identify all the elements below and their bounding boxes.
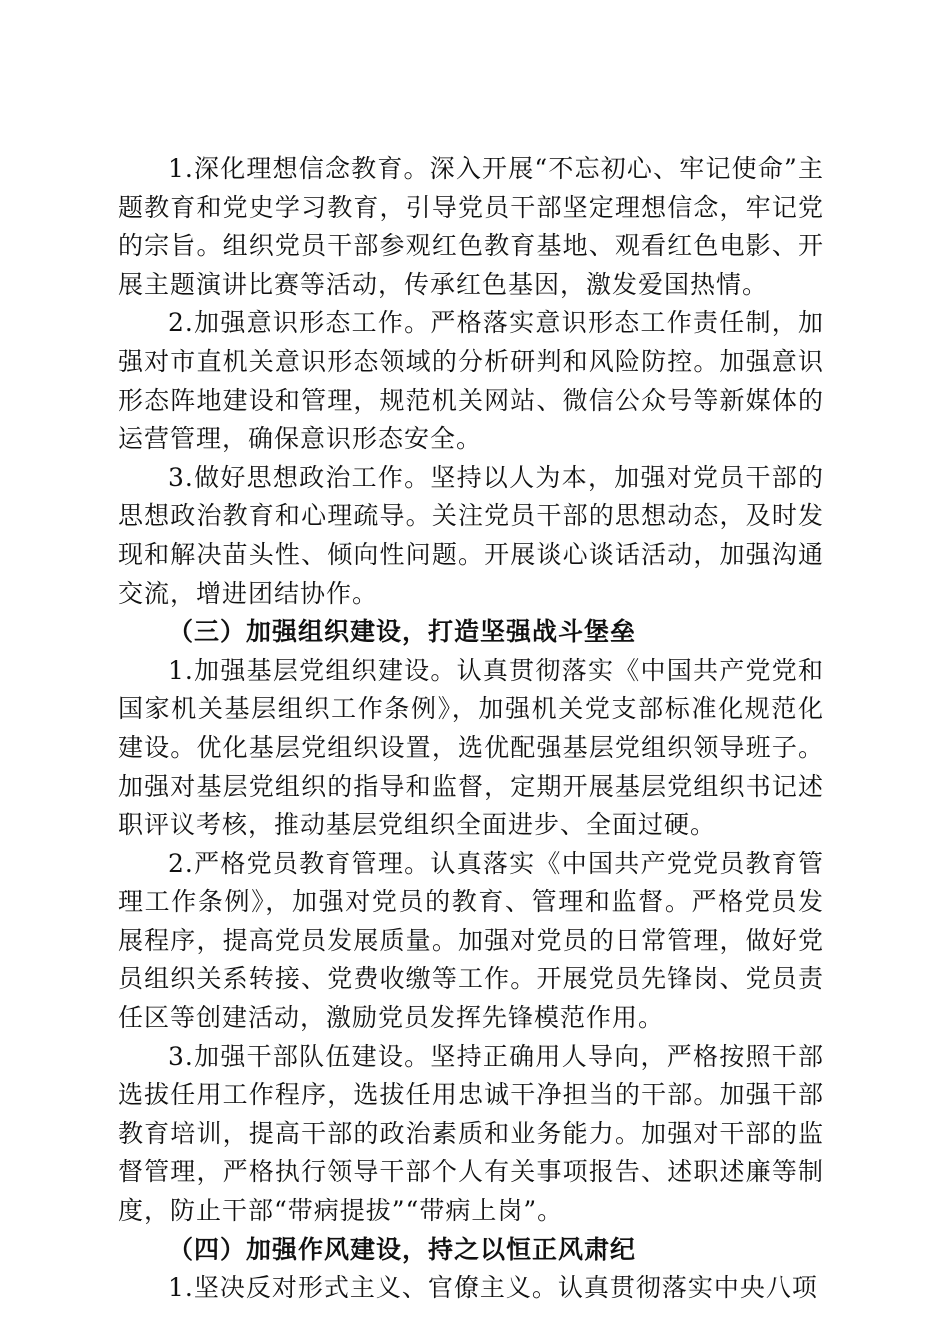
document-body	[118, 150, 824, 1308]
paragraph-1-2: 2.加强意识形态工作。严格落实意识形态工作责任制，加强对市直机关意识形态领域的分析研判和风险防控。加强意识形态阵地建设和管理，规范机关网站、微信公众号等新媒体的运营管理，确保意识形态安全。	[118, 308, 824, 454]
paragraph-3-1: 1.加强基层党组织建设。认真贯彻落实《中国共产党党和国家机关基层组织工作条例》，加强机关党支部标准化规范化建设。优化基层党组织设置，选优配强基层党组织领导班子。加强对基层党组织的指导和监督，定期开展基层党组织书记述职评议考核，推动基层党组织全面进步、全面过硬。	[118, 655, 824, 840]
paragraph-4-1: 1.坚决反对形式主义、官僚主义。认真贯彻落实中央八项	[168, 1273, 818, 1303]
paragraph-1-3: 3.做好思想政治工作。坚持以人为本，加强对党员干部的思想政治教育和心理疏导。关注党员干部的思想动态，及时发现和解决苗头性、倾向性问题。开展谈心谈话活动，加强沟通交流，增进团结协作。	[118, 462, 824, 608]
section-heading-3: （三）加强组织建设，打造坚强战斗堡垒	[168, 617, 637, 647]
paragraph-3-2: 2.严格党员教育管理。认真落实《中国共产党党员教育管理工作条例》，加强对党员的教育、管理和监督。严格党员发展程序，提高党员发展质量。加强对党员的日常管理，做好党员组织关系转接、党费收缴等工作。开展党员先锋岗、党员责任区等创建活动，激励党员发挥先锋模范作用。	[118, 848, 824, 1033]
section-heading-4: （四）加强作风建设，持之以恒正风肃纪	[168, 1234, 637, 1264]
paragraph-1-1: 1.深化理想信念教育。深入开展“不忘初心、牢记使命”主题教育和党史学习教育，引导党员干部坚定理想信念，牢记党的宗旨。组织党员干部参观红色教育基地、观看红色电影、开展主题演讲比赛等活动，传承红色基因，激发爱国热情。	[118, 154, 824, 299]
paragraph-3-3: 3.加强干部队伍建设。坚持正确用人导向，严格按照干部选拔任用工作程序，选拔任用忠诚干净担当的干部。加强干部教育培训，提高干部的政治素质和业务能力。加强对干部的监督管理，严格执行领导干部个人有关事项报告、述职述廉等制度，防止干部“带病提拔”“带病上岗”。	[118, 1041, 824, 1226]
